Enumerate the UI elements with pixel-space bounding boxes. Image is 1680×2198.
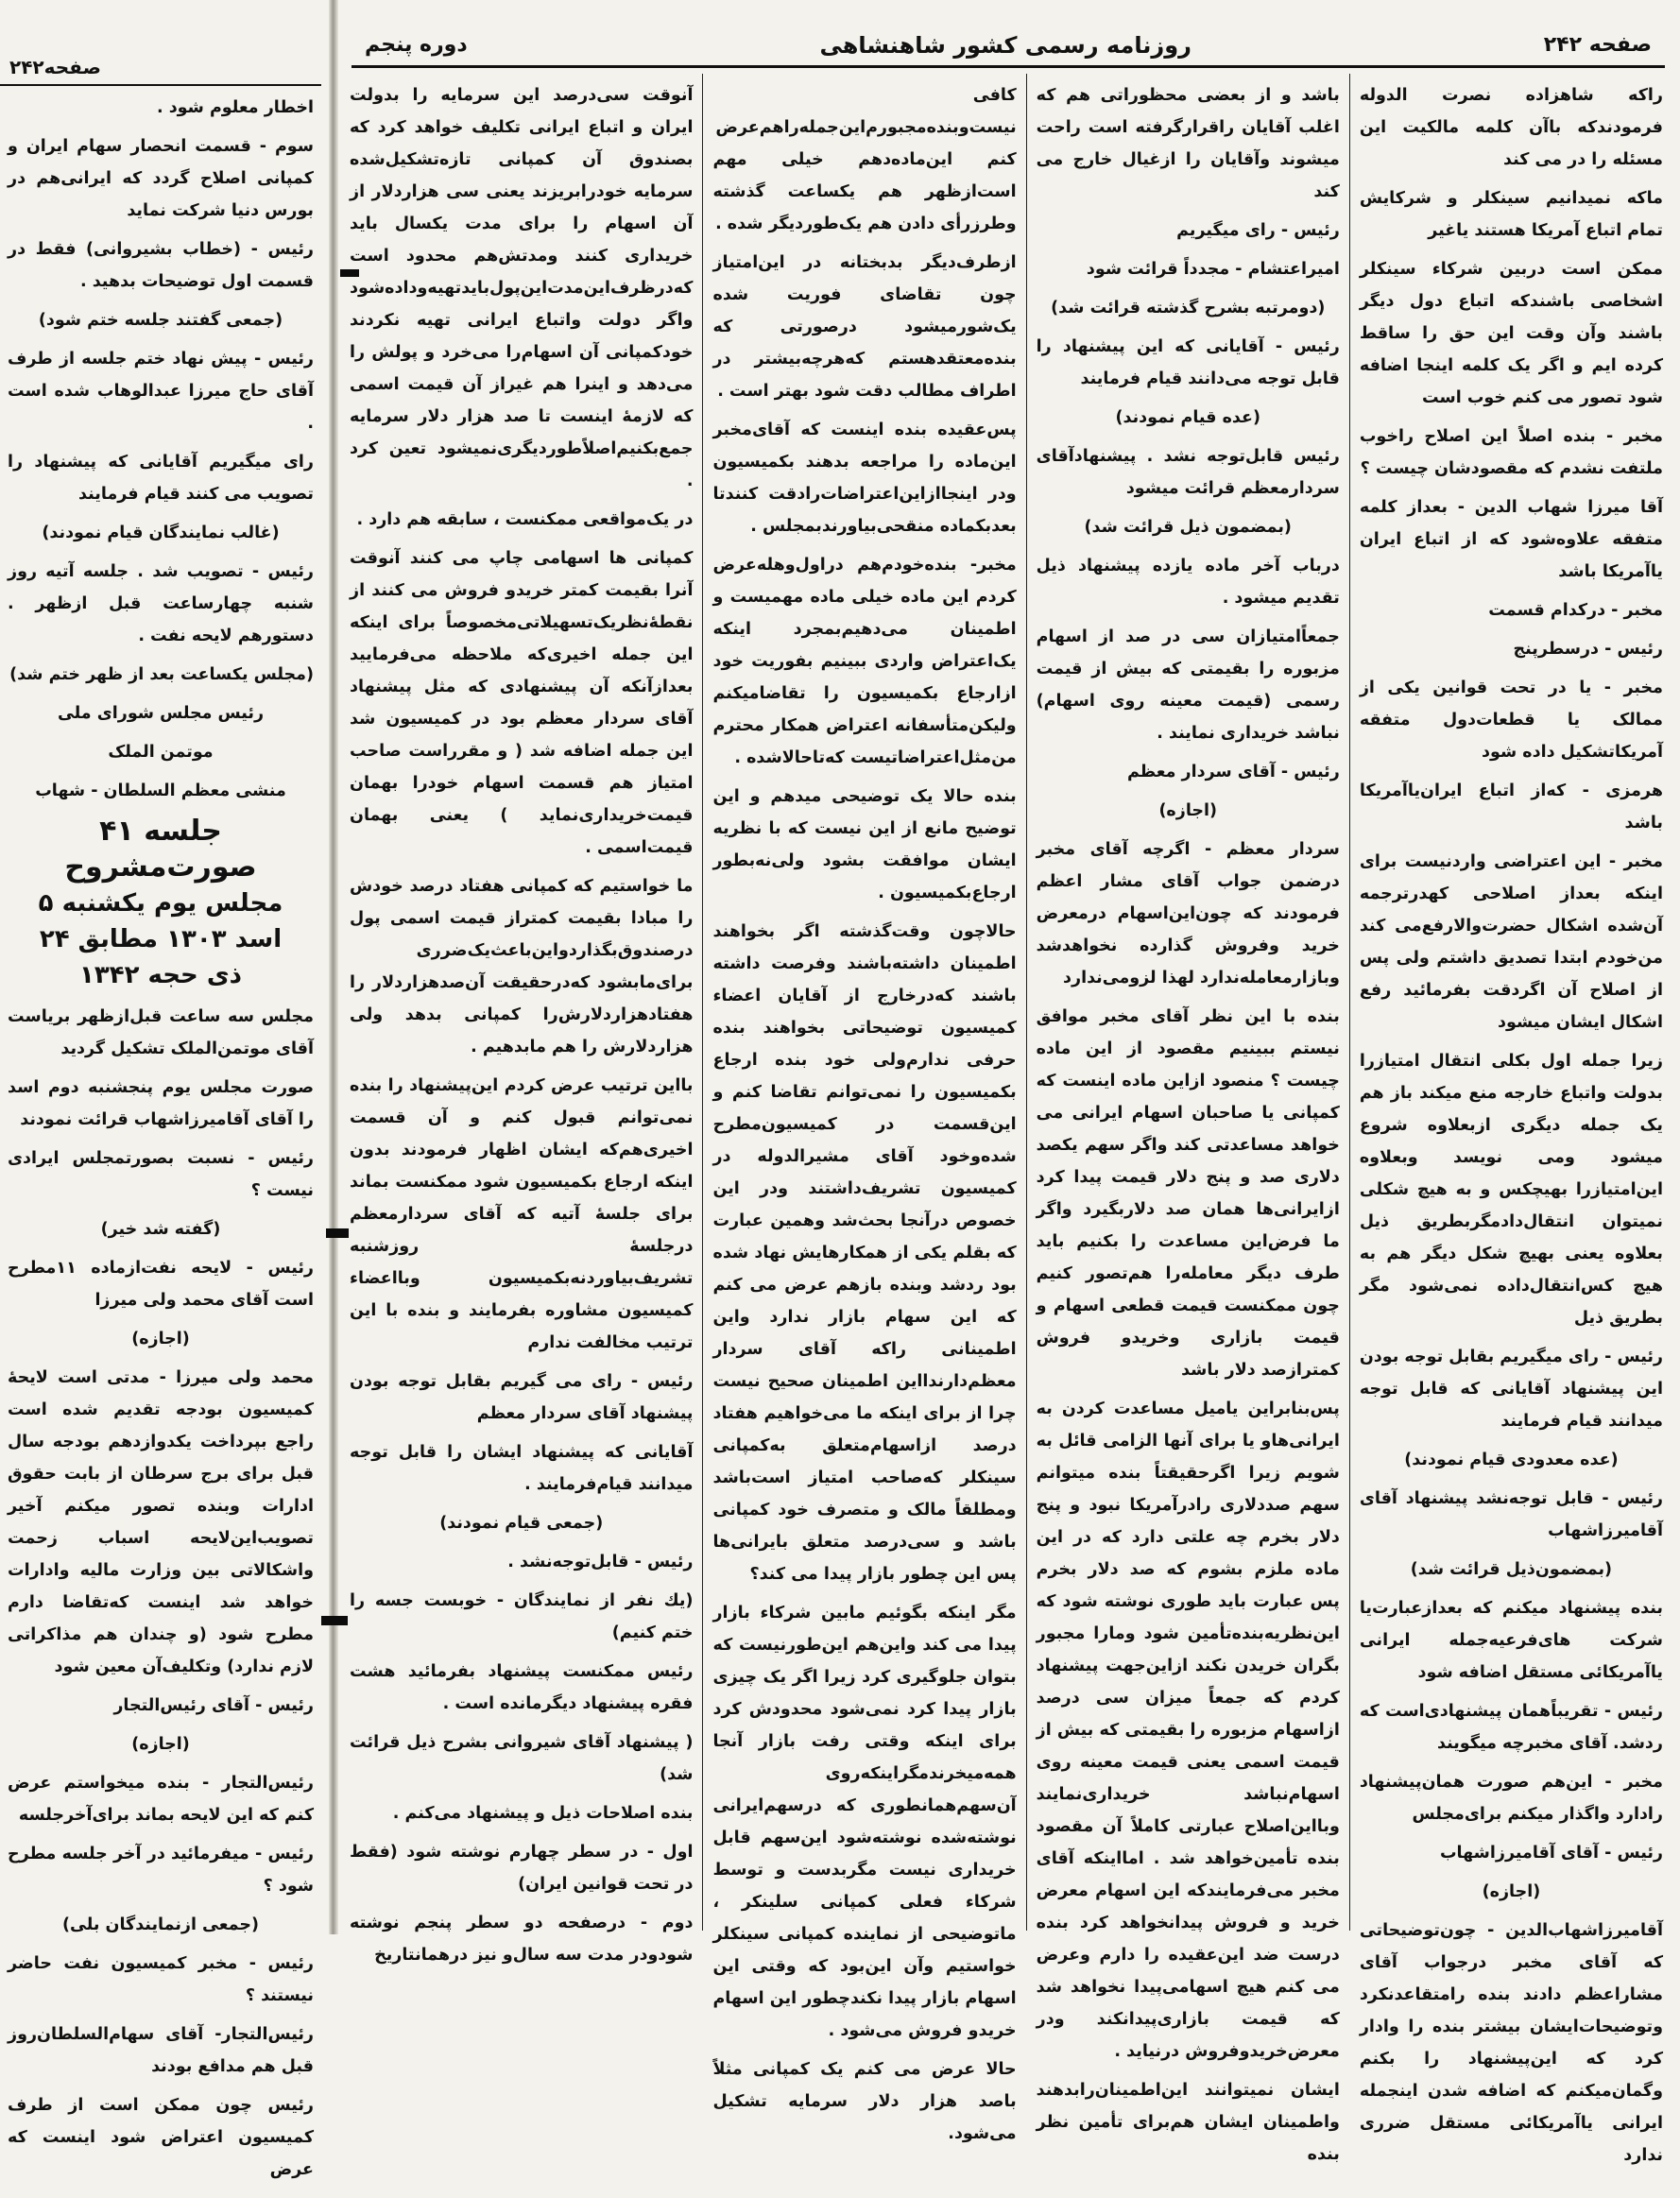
paragraph: (جمعی قیام نمودند) bbox=[439, 1514, 604, 1533]
paragraph: (یك نفر از نمایندگان - خوبست جسه را ختم کنیم) bbox=[350, 1591, 694, 1642]
paragraph: (اجازه) bbox=[1482, 1882, 1541, 1901]
article-columns bbox=[340, 74, 1672, 2165]
newspaper-title: روزنامه رسمی کشور شاهنشاهی bbox=[819, 31, 1191, 59]
left-paragraph: (جمعی ازنمایندگان بلی) bbox=[62, 1915, 259, 1934]
left-paragraph: (اجازه) bbox=[131, 1735, 190, 1754]
paragraph: پس‌بنابراین یامیل مساعدت کردن به ایرانی‌هاو یا برای آنها الزامی قائل به شویم زیرا اگرحقیقتاً بنده میتوانم سهم صددلاری رادرآمریکا نبود و پنج دلار بخرم چه علتی دارد که در این ماده ملزم بشوم که صد دلار بخرم پس عبارت باید طوری نوشته شود که این‌نظریه‌بنده‌تأمین شود ومارا مجبور بگران خریدن نکند ازاین‌جهت پیشنهاد کردم که جمعاً میزان سی درصد ازاسهام مزبوره را بقیمتی که بیش از قیمت اسمی یعنی قیمت معینه روی اسهام‌نباشد خریداری‌نمایند وبااین‌اصلاح عبارتی کاملاً آن مقصود بنده تأمین‌خواهد شد . امااینکه آقای مخبر می‌فرمایندکه این اسهام معرض خرید و فروش پیدانخواهد کرد بنده درست ضد این‌عقیده را دارم وعرض می کنم هیچ اسهامی‌پیدا نخواهد شد که قیمت بازاری‌پیدانکند ودر معرض‌خریدوفروش درنیاید . bbox=[1036, 1400, 1340, 2061]
paragraph: مگر اینکه بگوئیم مابین شرکاء بازار پیدا می کند واین‌هم این‌طورنیست که بتوان جلوگیری کرد زیرا اگر یک چیزی بازار پیدا کرد نمی‌شود محدودش کرد برای اینکه وقتی رفت بازار آنجا همه‌میخرند‌مگراینکه‌روی آن‌سهم‌همانطوری که درسهم‌ایرانی نوشته‌شده نوشته‌شود این‌سهم قابل خریداری نیست مگربدست و توسط شرکاء فعلی کمپانی سلینکر ، ماتوضیحی از نماینده کمپانی سینکلر خواستیم وآن این‌بود که وقتی این اسهام بازار پیدا نکند‌چطور این اسهام خریدو فروش می‌شود . bbox=[712, 1604, 1017, 2040]
left-paragraph: (غالب نمایندگان قیام نمودند) bbox=[42, 524, 280, 542]
ink-smudge bbox=[321, 1616, 348, 1625]
paragraph: مخبر - یا در تحت قوانین یکی از ممالک یا قطعات‌دول متفقه آمریکاتشکیل داده شود bbox=[1359, 678, 1663, 762]
paragraph: (بمضمون ذیل قرائت شد) bbox=[1084, 518, 1292, 537]
session-heading bbox=[8, 814, 314, 993]
paragraph: آقا میرزا شهاب الدین - بعداز کلمه متفقه علاوه‌شود که از اتباع ایران یاآمریکا باشد bbox=[1359, 498, 1663, 581]
paragraph: رئیس - آقای آقامیرزاشهاب bbox=[1439, 1844, 1663, 1863]
left-paragraph: رئیس - (خطاب بشیروانی) فقط در قسمت اول توضیحات بدهید . bbox=[8, 240, 314, 291]
paragraph: بنده پیشنهاد میکنم که بعدازعبارت‌یا شرکت های‌فرعیه‌جمله ایرانی یاآمریکائی مستقل اضافه شود bbox=[1359, 1599, 1663, 1682]
left-paragraph: رئیس - نسبت بصورتمجلس ایرادی نیست ؟ bbox=[8, 1149, 314, 1200]
left-paragraph: (جمعی گفتند جلسه ختم شود) bbox=[38, 311, 283, 330]
left-page-number: صفحه۲۴۲ bbox=[0, 52, 321, 86]
paragraph: کمپانی ها اسهامی چاپ می کنند آنوقت آنرا بقیمت کمتر خریدو فروش می کنند از نقطهٔ‌نظر‌یک‌تسهیلاتی‌مخصوصاً برای اینکه این جمله اخیری‌که ملاحظه می‌فرمایید بعدازآنکه آن پیشنهادی که مثل پیشنهاد آقای سردار معظم بود در کمیسیون شد این جمله اضافه شد ( و مقرراست صاحب امتیاز هم قسمت اسهام خودرا بهمان قیمت‌خریداری‌نماید ) یعنی بهمان قیمت‌اسمی . bbox=[350, 549, 694, 857]
left-paragraph: رئیس - تصویب شد . جلسه آتیه روز شنبه چهارساعت قبل ازظهر . دستورهم لایحه نفت . bbox=[8, 562, 314, 645]
paragraph: رئیس - آقای سردار معظم bbox=[1126, 763, 1340, 781]
paragraph: جمعاًامتیازان سی در صد از اسهام مزبوره را بقیمتی که بیش از قیمت رسمی (قیمت معینه روی اسهام) نباشد خریداری نمایند . bbox=[1036, 627, 1340, 743]
left-page-strip bbox=[0, 52, 321, 2179]
session-type: صورت‌مشروح bbox=[64, 850, 257, 884]
left-paragraph: اخطار معلوم شود . bbox=[156, 98, 314, 117]
paragraph: هرمزی - که‌از اتباع ایران‌یاآمریکا باشد bbox=[1359, 781, 1663, 833]
column-2 bbox=[1026, 74, 1349, 2164]
left-paragraph: رئیس چون ممکن است از طرف کمیسیون اعتراض شود اینست که عرض bbox=[8, 2096, 314, 2179]
left-paragraph: رئیس - پیش نهاد ختم جلسه از طرف آقای حاج میرزا عبدالوهاب شده است . bbox=[8, 350, 314, 433]
column-1 bbox=[1349, 74, 1672, 2165]
session-number: جلسه ۴۱ bbox=[99, 815, 222, 848]
paragraph: رئیس - رای می گیریم بقابل توجه بودن پیشنهاد آقای سردار معظم bbox=[350, 1372, 694, 1423]
paragraph: آقایانی که پیشنهاد ایشان را قابل توجه میدانند قیام‌فرمایند . bbox=[350, 1443, 694, 1494]
paragraph: مخبر - این‌هم صورت همان‌پیشنهاد رادارد واگذار میکنم برای‌مجلس bbox=[1359, 1773, 1663, 1824]
paragraph: مخبر - بنده اصلاً این اصلاح راخوب ملتفت نشدم که مقصودشان چیست ؟ bbox=[1359, 427, 1663, 478]
paragraph: بنده با این نظر آقای مخبر موافق نیستم ببینیم مقصود از این ماده چیست ؟ منصود ازاین ماده اینست که کمپانی یا صاحبان اسهام ایرانی می خواهد مساعدتی کند واگر سهم یکصد دلاری صد و پنج دلار قیمت پیدا کرد ازایرانی‌ها همان صد دلاربگیرد واگر ما فرض‌این مساعدت را بکنیم باید طرف دیگر معامله‌را هم‌تصور کنیم چون ممکنست قیمت قطعی اسهام و قیمت بازاری وخریدو فروش کمترازصد دلار باشد bbox=[1036, 1007, 1340, 1380]
left-paragraph: سوم - قسمت انحصار سهام ایران و کمپانی اصلاح گردد که ایرانی‌هم در بورس دنیا شرکت نماید bbox=[8, 137, 314, 220]
paragraph: دوم - درصفحه دو سطر پنجم نوشته شودودر مدت سه سال‌و نیز درهمانتاریخ bbox=[350, 1914, 694, 1965]
paragraph: درباب آخر ماده یازده پیشنهاد ذیل تقدیم میشود . bbox=[1036, 557, 1340, 608]
paragraph: ( پیشنهاد آقای شیروانی بشرح ذیل قرائت شد) bbox=[350, 1733, 694, 1784]
left-paragraph: صورت مجلس یوم پنجشنبه دوم اسد را آقای آقامیرزاشهاب قرائت نمودند bbox=[8, 1078, 314, 1129]
paragraph: (بمضمون‌ذیل قرائت شد) bbox=[1410, 1560, 1613, 1579]
left-paragraph: (مجلس یکساعت بعد از ظهر ختم شد) bbox=[9, 665, 314, 684]
series-label: دوره پنجم bbox=[365, 33, 468, 57]
left-paragraph: (گفته شد خیر) bbox=[100, 1220, 221, 1239]
left-paragraph: رئیس‌التجار - بنده میخواستم عرض کنم که این لایحه بماند برای‌آخرجلسه bbox=[8, 1774, 314, 1825]
ink-smudge bbox=[326, 1228, 349, 1238]
column-3 bbox=[702, 74, 1025, 2143]
left-paragraph: محمد ولی میرزا - مدتی است لایحهٔ کمیسیون بودجه تقدیم شده است راجع بپرداخت یکدوازدهم بودجه سال قبل برای برج سرطان از بابت حقوق ادارات وبنده تصور میکنم آخیر تصویب‌این‌لایحه اسباب زحمت واشکالاتی بین وزارت مالیه وادارات خواهد شد اینست که‌تقاضا دارم مطرح شود (و چندان هم مذاکراتی لازم ندارد) وتکلیف‌آن معین شود bbox=[8, 1368, 314, 1676]
paragraph: مخبر - این اعتراضی واردنیست برای اینکه بعداز اصلاحی کهدرترجمه آن‌شده اشکال حضرت‌والا‌رفع‌می کند من‌خودم ابتدا تصدیق داشتم ولی پس از اصلاح آن اگردقت بفرمائید رفع اشکال ایشان میشود bbox=[1359, 852, 1663, 1032]
paragraph: بنده حالا یک توضیحی میدهم و این توضیح مانع از این نیست که با نظریه ایشان موافقت بشود ولی‌نه‌بطور ارجاع‌بکمیسیون . bbox=[712, 787, 1017, 902]
paragraph: بنده اصلاحات ذیل و پیشنهاد می‌کنم . bbox=[392, 1804, 694, 1823]
masthead bbox=[351, 25, 1665, 68]
paragraph: رئیس - قابل توجه‌نشد پیشنهاد آقای آقامیرزاشهاب bbox=[1359, 1489, 1663, 1540]
paragraph: (عده قیام نمودند) bbox=[1115, 408, 1260, 427]
paragraph: سردار معظم - اگرچه آقای مخبر درضمن جواب آقای مشار اعظم فرمودند که چون‌این‌اسهام درمعرض خرید وفروش گذارده نخواهدشد وبازارمعامله‌ندارد لهذا لزومی‌ندارد bbox=[1036, 840, 1340, 987]
paragraph: ایشان نمیتوانند این‌اطمینان‌رابدهند واطمینان ایشان هم‌برای تأمین نظر بنده bbox=[1036, 2081, 1340, 2164]
paragraph: کافی نیست‌وبنده‌مجبورم‌این‌جمله‌راهم‌عرض کنم این‌ماده‌دهم خیلی مهم است‌ازظهر هم یکساعت گذشته وطرزرأی دادن هم یک‌طوردیگر شده . bbox=[712, 86, 1017, 233]
left-paragraph: منشی معظم السلطان - شهاب bbox=[35, 781, 286, 800]
paragraph: ممکن است دربین شرکاء سینکلر اشخاصی باشندکه اتباع دول دیگر باشند وآن وقت این حق را ساقط کرده ایم و اگر یک کلمه اینجا اضافه شود تصور می کنم خوب است bbox=[1359, 260, 1663, 407]
paragraph: رئیس - تقریباًهمان پیشنهادی‌است که ردشد. آقای مخبرچه میگویند bbox=[1359, 1702, 1663, 1753]
paragraph: ازطرف‌دیگر بدبختانه در این‌امتیاز چون تقاضای فوریت شده یک‌شور‌میشود درصورتی که بنده‌معتقدهستم که‌هرچه‌بیشتر در اطراف مطالب دقت شود بهتر است . bbox=[712, 253, 1017, 401]
left-paragraph: مجلس سه ساعت قبل‌ازظهر بریاست آقای موتمن‌الملک تشکیل گردید bbox=[8, 1007, 314, 1058]
left-paragraph: (اجازه) bbox=[131, 1330, 190, 1348]
left-paragraph: رئیس - آقای رئیس‌التجار bbox=[113, 1696, 314, 1715]
page-fold-gutter bbox=[329, 0, 338, 1934]
page-number: صفحه ۲۴۲ bbox=[1543, 33, 1652, 57]
paragraph: (دومرتبه بشرح گذشته قرائت شد) bbox=[1051, 299, 1326, 318]
paragraph: (عده معدودی قیام نمودند) bbox=[1404, 1451, 1619, 1469]
paragraph: در یک‌مواقعی ممکنست ، سابقه هم دارد . bbox=[356, 510, 694, 529]
paragraph: امیراعتشام - مجدداً قرائت شود bbox=[1086, 260, 1340, 279]
paragraph: بااین ترتیب عرض کردم این‌پیشنهاد را بنده نمی‌توانم قبول کنم و آن قسمت اخیری‌هم‌که ایشان اظهار فرمودند بدون اینکه ارجاع بکمیسیون شود ممکنست بماند برای جلسهٔ آتیه که آقای سردارمعظم درجلسهٔ روزشنبه تشریف‌بیاوردنه‌بکمیسیون وبااعضاء کمیسیون مشاوره بفرمایند و بنده با این ترتیب مخالفت ندارم bbox=[350, 1076, 694, 1352]
paragraph: راکه شاهزاده نصرت الدوله فرمودندکه باآن کلمه مالکیت این مسئله را در می کند bbox=[1359, 86, 1663, 169]
ink-smudge bbox=[340, 269, 359, 277]
paragraph: آنوقت سی‌درصد این سرمایه را بدولت ایران و اتباع ایرانی تکلیف خواهد کرد که بصندوق آن کمپانی تازه‌تشکیل‌شده سرمایه خودرا‌بریزند یعنی سی هزاردلار از آن اسهام را برای مدت یکسال باید خریداری کنند ومدتش‌هم محدود است که‌درظرف‌این‌مدت‌این‌پول‌باید‌تهیه‌وداده‌شود واگر دولت واتباع ایرانی تهیه نکردند خودکمپانی آن اسهام‌را می‌خرد و پولش را می‌دهد و اینرا هم غیراز آن قیمت اسمی که لازمهٔ اینست تا صد هزار دلار سرمایه جمع‌بکنیم‌اصلاًطوردیگری‌نمیشود تعین کرد . bbox=[350, 86, 694, 490]
paragraph: حالاچون وقت‌گذشته اگر بخواهند اطمینان داشته‌باشند وفرصت داشته باشند که‌درخارج از آقایان اعضاء کمیسیون توضیحاتی بخواهند بنده حرفی ندارم‌ولی خود بنده ارجاع بکمیسیون را نمی‌توانم تقاضا کنم و این‌قسمت در کمیسیون‌مطرح شده‌وخود آقای مشیرالدوله در کمیسیون تشریف‌داشتند ودر این خصوص درآنجا بحث‌شد وهمین عبارت که بقلم یکی از همکارهایش نهاد شده بود ردشد وبنده بازهم عرض می کنم که این سهام بازار ندارد واین اطمینانی راکه آقای سردار معظم‌دارندااین اطمینان صحیح نیست چرا از برای اینکه ما می‌خواهیم هفتاد درصد ازاسهام‌متعلق به‌کمپانی سینکلر که‌صاحب امتیاز است‌باشد ومطلقاً مالک و متصرف خود کمپانی باشد و سی‌درصد متعلق بایرانی‌ها پس این چطور بازار پیدا می کند؟ bbox=[712, 922, 1017, 1584]
left-paragraph: موتمن الملک bbox=[108, 743, 214, 762]
left-paragraph: رئیس - لایحه نفت‌ازماده ۱۱مطرح است آقای محمد ولی میرزا bbox=[8, 1259, 314, 1310]
left-paragraph: رای میگیریم آقایانی که پیشنهاد را تصویب می کنند قیام فرمایند bbox=[8, 453, 314, 504]
paragraph: رئیس قابل‌توجه نشد . پیشنهادآقای سردارمعظم قرائت میشود bbox=[1036, 447, 1340, 498]
paragraph: رئیس - قابل‌توجه‌نشد . bbox=[507, 1553, 694, 1571]
session-date-hijri: ذی حجه ۱۳۴۲ bbox=[78, 961, 242, 989]
paragraph: (اجازه) bbox=[1158, 801, 1218, 820]
paragraph: رئیس - رای میگیریم bbox=[1176, 221, 1340, 240]
left-paragraph: رئیس‌التجار- آقای سهام‌السلطان‌روز قبل هم مدافع بودند bbox=[8, 2025, 314, 2076]
paragraph: مخبر - درکدام قسمت bbox=[1488, 601, 1663, 620]
column-4 bbox=[340, 74, 702, 1965]
left-paragraph: رئیس - مخبر کمیسیون نفت حاضر نیستند ؟ bbox=[8, 1954, 314, 2005]
paragraph: مخبر- بنده‌خودم‌هم دراول‌وهله‌عرض کردم این ماده خیلی ماده مهمیست و اطمینان می‌دهیم‌بمجرد اینکه یک‌اعتراض واردی ببینیم بفوریت خود ازارجاع بکمیسیون را تقاضامیکنم ولیکن‌متأسفانه اعتراض همکار محترم من‌مثل‌اعتراضاتیست که‌تاحالاشده . bbox=[712, 556, 1017, 767]
paragraph: رئیس - رای میگیریم بقابل توجه بودن این پیشنهاد آقایانی که قابل توجه میدانند قیام فرمایند bbox=[1359, 1348, 1663, 1431]
paragraph: ما خواستیم که کمپانی هفتاد درصد خودش را مبادا بقیمت کمتراز قیمت اسمی پول درصندوق‌بگذاردواین‌باعث‌یک‌ضرری برای‌مابشود که‌درحقیقت آن‌صدهزاردلار را هفتادهزاردلارش‌را کمپانی بدهد ولی هزاردلارش را هم مابدهیم . bbox=[350, 877, 694, 1056]
paragraph: زیرا جمله اول بکلی انتقال امتیازرا بدولت واتباع خارجه منع میکند باز هم یک جمله دیگری ازبعلاوه شروع میشود ومی نویسد وبعلاوه این‌امتیازرا بهیچکس و به هیچ شکلی نمیتوان انتقال‌دادمگربطریق ذیل بعلاوه یعنی بهیچ شکل دیگر هم به هیچ کس‌انتقال‌داده نمی‌شود مگر بطریق ذیل bbox=[1359, 1052, 1663, 1328]
session-date: اسد ۱۳۰۳ مطابق ۲۴ bbox=[39, 925, 283, 953]
paragraph: رئیس ممکنست پیشنهاد بفرمائید هشت فقره پیشنهاد دیگرمانده است . bbox=[350, 1662, 694, 1713]
paragraph: اول - در سطر چهارم نوشته شود (فقط در تحت قوانین ایران) bbox=[350, 1843, 694, 1894]
paragraph: باشد و از بعضی محظوراتی هم که اغلب آقایان راقرارگرفته است راحت میشوند وآقایان را ازغیال خارج‌ می کند bbox=[1036, 86, 1340, 201]
paragraph: پس‌عقیده بنده اینست که آقای‌مخبر این‌ماده را مراجعه بدهند بکمیسیون ودر اینجاازاین‌اعتراضات‌رادقت کنندتا بعدبکماده منقحی‌بیاورند‌بمجلس . bbox=[712, 421, 1017, 536]
paragraph: آقامیرزاشهاب‌الدین - چون‌توضیحاتی که آقای مخبر درجواب آقای مشاراعظم دادند بنده رامتقاعدنکرد وتوضیحات‌ایشان بیشتر بنده را وادار کرد که این‌پیشنهاد را بکنم وگمان‌میکنم که اضافه شدن اینجمله ایرانی یاآمریکائی مستقل ضرری ندارد bbox=[1359, 1921, 1663, 2165]
paragraph: رئیس - آقایانی که این پیشنهاد را قابل توجه می‌دانند قیام فرمایند bbox=[1036, 337, 1340, 388]
left-paragraph: رئیس مجلس شورای ملی bbox=[57, 704, 265, 723]
paragraph: حالا عرض می کنم یک کمپانی مثلاً باصد هزار دلار سرمایه تشکیل می‌شود. bbox=[712, 2060, 1017, 2143]
paragraph: ماکه نمیدانیم سینکلر و شرکایش تمام اتباع آمریکا هستند یاغیر bbox=[1359, 189, 1663, 240]
left-paragraph: رئیس - میفرمائید در آخر جلسه مطرح شود ؟ bbox=[8, 1845, 314, 1896]
paragraph: رئیس - درسطرپنج bbox=[1513, 640, 1663, 659]
session-day: مجلس یوم یکشنبه ۵ bbox=[38, 889, 283, 918]
